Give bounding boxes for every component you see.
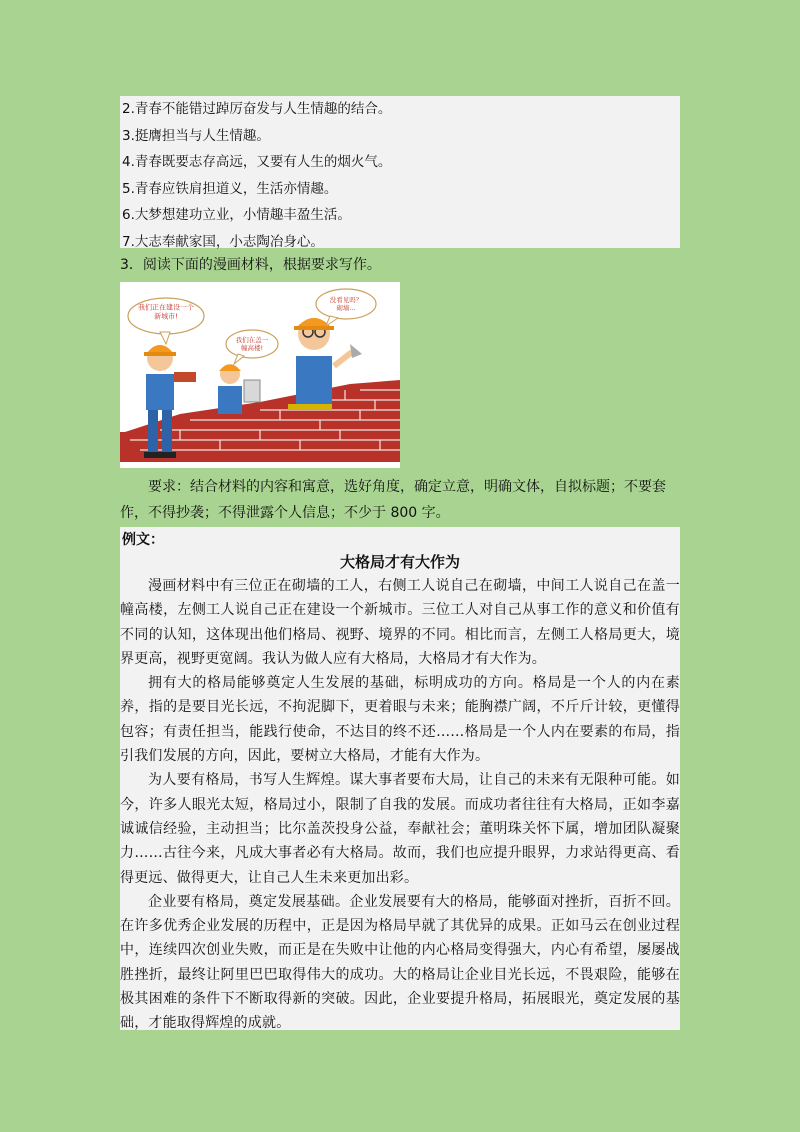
cartoon-image <box>120 282 400 468</box>
essay-paragraph: 为人要有格局，书写人生辉煌。谋大事者要布大局，让自己的未来有无限种可能。如今，许多人眼光太短，格局过小，限制了自我的发展。而成功者往往有大格局，正如李嘉诚诚信经验，主动担当；比尔盖茨投身公益，奉献社会；董明珠关怀下属，增加团队凝聚力……古往今来，凡成大事者必有大格局。故而，我们也应提升眼界，力求站得更高、看得更远、做得更大，让自己人生未来更加出彩。 <box>120 772 680 886</box>
essay-paragraph: 拥有大的格局能够奠定人生发展的基础，标明成功的方向。格局是一个人的内在素养，指的是要目光长远，不拘泥脚下，更着眼与未来；能胸襟广阔，不斤斤计较，更懂得包容；有责任担当，能践行使命，不达目的终不还……格局是一个人内在要素的布局，指引我们发展的方向，因此，要树立大格局，才能有大作为。 <box>120 675 680 765</box>
essay-label: 例文： <box>122 532 164 548</box>
topic-line: 2.青春不能错过踔厉奋发与人生情趣的结合。 <box>122 101 392 117</box>
speech-bubble-middle <box>226 330 278 364</box>
sample-essay-box <box>120 527 680 1030</box>
essay-body <box>120 574 680 1036</box>
topic-line: 6.大梦想建功立业，小情趣丰盈生活。 <box>122 207 351 223</box>
essay-title: 大格局才有大作为 <box>339 553 460 571</box>
bubble-left-text: 我们正在建设一个新城市! <box>138 303 194 321</box>
topic-line: 3.挺膺担当与人生情趣。 <box>122 127 270 144</box>
cartoon-illustration <box>120 282 400 468</box>
speech-bubble-left <box>128 298 204 344</box>
bubble-middle-text: 我们在盖一幢高楼! <box>235 336 269 352</box>
essay-paragraph: 漫画材料中有三位正在砌墙的工人，右侧工人说自己在砌墙，中间工人说自己在盖一幢高楼，左侧工人说自己正在建设一个新城市。三位工人对自己从事工作的意义和价值有不同的认知，这体现出他们格局、视野、境界的不同。相比而言，左侧工人格局更大，境界更高，视野更宽阔。我认为做人应有大格局，大格局才有大作为。 <box>120 578 680 667</box>
bubble-right-text: 没看见吗？砌墙... <box>329 296 363 312</box>
topic-line: 5.青春应铁肩担道义，生活亦情趣。 <box>122 180 338 197</box>
question-3-heading: 3．阅读下面的漫画材料，根据要求写作。 <box>120 257 381 273</box>
writing-requirement: 要求：结合材料的内容和寓意，选好角度，确定立意，明确文体，自拟标题；不要套作，不得抄袭；不得泄露个人信息；不少于 800 字。 <box>120 479 666 521</box>
topic-line: 4.青春既要志存高远，又要有人生的烟火气。 <box>122 154 392 170</box>
topic-line: 7.大志奉献家国，小志陶冶身心。 <box>122 233 324 250</box>
essay-paragraph: 企业要有格局，奠定发展基础。企业发展要有大的格局，能够面对挫折，百折不回。在许多优秀企业发展的历程中，正是因为格局早就了其优异的成果。正如马云在创业过程中，连续四次创业失败，而正是在失败中让他的内心格局变得强大，内心有希望，屡屡战胜挫折，最终让阿里巴巴取得伟大的成功。大的格局让企业目光长远，不畏艰险，能够在极其困难的条件下不断取得新的突破。因此，企业要提升格局，拓展眼光，奠定发展的基础，才能取得辉煌的成就。 <box>120 893 680 1032</box>
speech-bubble-right <box>316 289 376 326</box>
topic-list-box <box>120 96 680 248</box>
